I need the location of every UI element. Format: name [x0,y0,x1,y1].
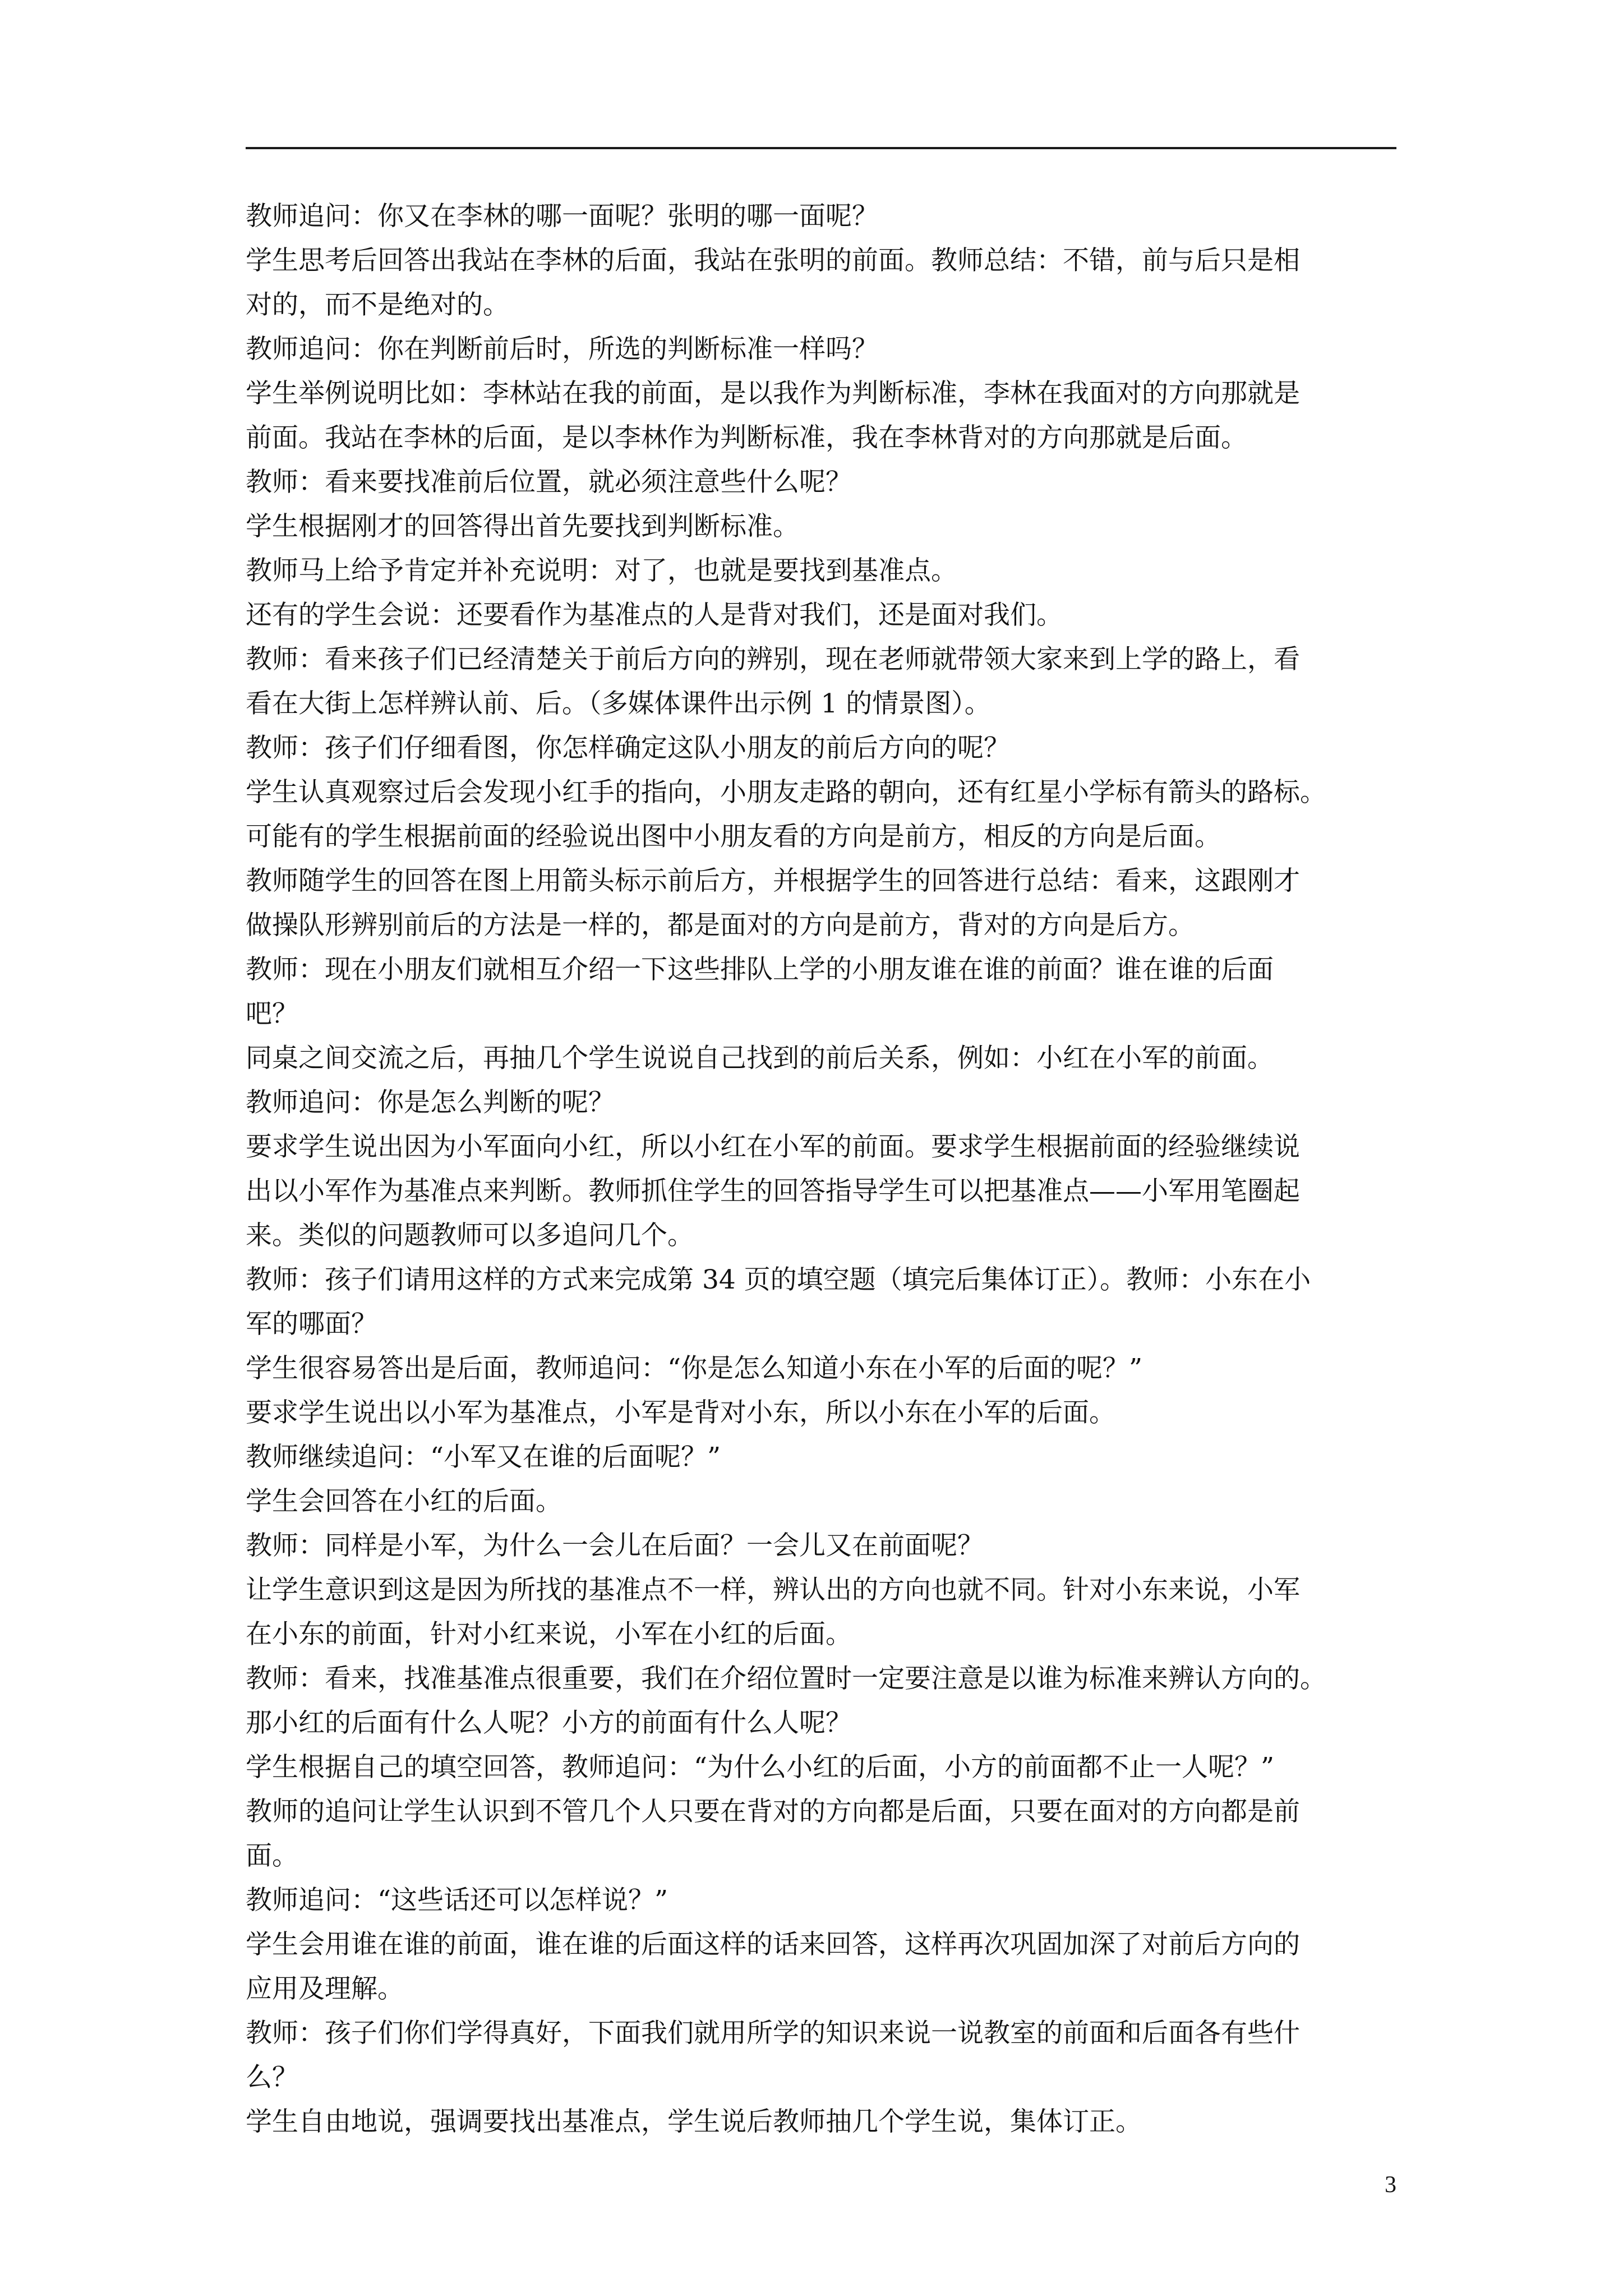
text-line: 出以小军作为基准点来判断。教师抓住学生的回答指导学生可以把基准点——小军用笔圈起 [246,1176,1300,1207]
text-line: 要求学生说出因为小军面向小红，所以小红在小军的前面。要求学生根据前面的经验继续说 [246,1131,1300,1162]
text-line: 学生自由地说，强调要找出基准点，学生说后教师抽几个学生说，集体订正。 [246,2106,1142,2137]
page-number: 3 [1385,2172,1396,2198]
text-line: 学生根据刚才的回答得出首先要找到判断标准。 [246,511,799,542]
text-line: 教师：同样是小军，为什么一会儿在后面？一会儿又在前面呢？ [246,1530,984,1561]
text-line: 学生会回答在小红的后面。 [246,1486,562,1517]
text-line: 前面。我站在李林的后面，是以李林作为判断标准，我在李林背对的方向那就是后面。 [246,422,1247,453]
text-line: 那小红的后面有什么人呢？小方的前面有什么人呢？ [246,1708,852,1738]
text-line: 对的，而不是绝对的。 [246,289,509,320]
text-line: 么？ [246,2062,298,2093]
text-line: 教师随学生的回答在图上用箭头标示前后方，并根据学生的回答进行总结：看来，这跟刚才 [246,866,1300,896]
text-line: 教师追问：“这些话还可以怎样说？” [246,1885,668,1916]
text-line: 做操队形辨别前后的方法是一样的，都是面对的方向是前方，背对的方向是后方。 [246,910,1195,941]
text-line: 学生认真观察过后会发现小红手的指向，小朋友走路的朝向，还有红星小学标有箭头的路标。 [246,777,1326,808]
text-line: 学生会用谁在谁的前面，谁在谁的后面这样的话来回答，这样再次巩固加深了对前后方向的 [246,1929,1300,1960]
header-rule [246,147,1396,149]
text-line: 教师的追问让学生认识到不管几个人只要在背对的方向都是后面，只要在面对的方向都是前 [246,1796,1300,1827]
text-line: 面。 [246,1841,298,1871]
text-line: 学生根据自己的填空回答，教师追问：“为什么小红的后面，小方的前面都不止一人呢？” [246,1752,1275,1783]
text-line: 来。类似的问题教师可以多追问几个。 [246,1220,694,1251]
document-body [246,194,1396,2144]
text-line: 教师：看来孩子们已经清楚关于前后方向的辨别，现在老师就带领大家来到上学的路上，看 [246,644,1300,675]
text-line: 教师继续追问：“小军又在谁的后面呢？” [246,1442,721,1473]
text-line: 可能有的学生根据前面的经验说出图中小朋友看的方向是前方，相反的方向是后面。 [246,821,1221,852]
text-line: 应用及理解。 [246,1973,404,2004]
text-line: 同桌之间交流之后，再抽几个学生说说自己找到的前后关系，例如：小红在小军的前面。 [246,1043,1274,1074]
text-line: 学生很容易答出是后面，教师追问：“你是怎么知道小东在小军的后面的呢？” [246,1353,1143,1384]
text-line: 教师马上给予肯定并补充说明：对了，也就是要找到基准点。 [246,555,957,586]
text-line: 教师：看来，找准基准点很重要，我们在介绍位置时一定要注意是以谁为标准来辨认方向的。 [246,1663,1326,1694]
text-line: 在小东的前面，针对小红来说，小军在小红的后面。 [246,1619,852,1650]
text-line: 看在大街上怎样辨认前、后。（多媒体课件出示例 1 的情景图）。 [246,688,991,719]
text-line: 教师追问：你在判断前后时，所选的判断标准一样吗？ [246,334,878,365]
text-line: 教师：看来要找准前后位置，就必须注意些什么呢？ [246,467,852,498]
text-line: 教师：孩子们请用这样的方式来完成第 34 页的填空题（填完后集体订正）。教师：小东在小 [246,1264,1311,1295]
text-line: 教师：现在小朋友们就相互介绍一下这些排队上学的小朋友谁在谁的前面？谁在谁的后面 [246,954,1274,985]
text-line: 要求学生说出以小军为基准点，小军是背对小东，所以小东在小军的后面。 [246,1397,1115,1428]
text-line: 军的哪面？ [246,1309,377,1340]
text-line: 还有的学生会说：还要看作为基准点的人是背对我们，还是面对我们。 [246,600,1063,631]
text-line: 吧？ [246,999,298,1029]
text-line: 学生思考后回答出我站在李林的后面，我站在张明的前面。教师总结：不错，前与后只是相 [246,245,1300,276]
text-line: 教师：孩子们你们学得真好，下面我们就用所学的知识来说一说教室的前面和后面各有些什 [246,2018,1300,2049]
text-line: 教师追问：你是怎么判断的呢？ [246,1087,615,1118]
text-line: 教师追问：你又在李林的哪一面呢？张明的哪一面呢？ [246,201,878,232]
text-line: 教师：孩子们仔细看图，你怎样确定这队小朋友的前后方向的呢？ [246,733,1010,763]
text-line: 让学生意识到这是因为所找的基准点不一样，辨认出的方向也就不同。针对小东来说，小军 [246,1575,1300,1605]
text-line: 学生举例说明比如：李林站在我的前面，是以我作为判断标准，李林在我面对的方向那就是 [246,378,1300,409]
